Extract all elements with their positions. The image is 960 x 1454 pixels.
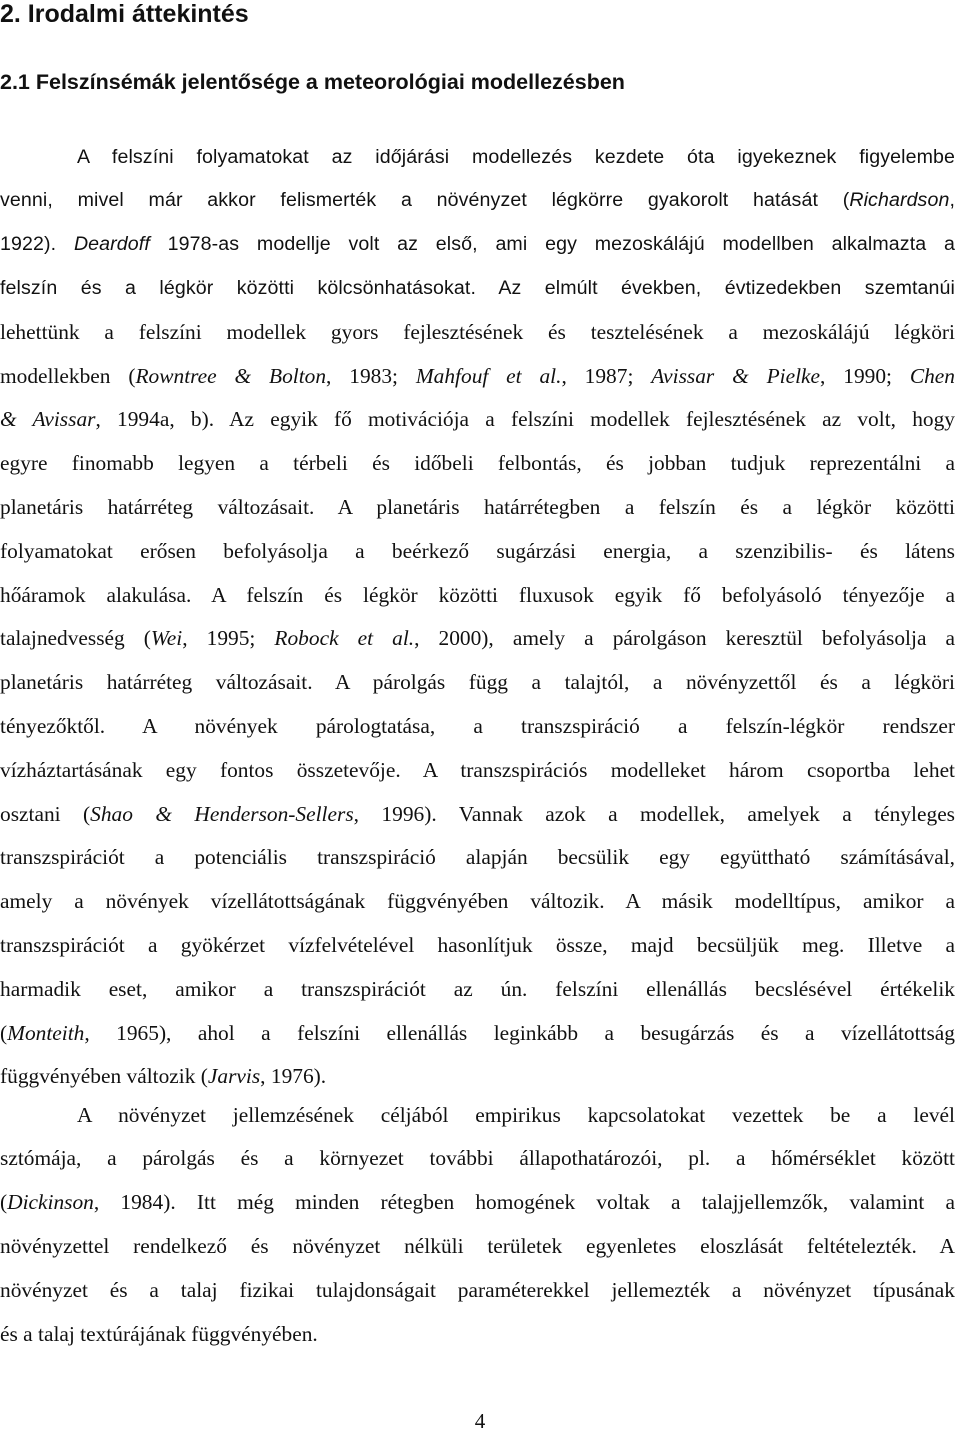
text-line bbox=[0, 1318, 955, 1350]
text-segment: transzspirációt a potenciális transzspiráció alapján becsülik egy együttható számításával, bbox=[0, 845, 955, 870]
text-segment: , bbox=[949, 189, 955, 212]
text-segment: lehettünk a felszíni modellek gyors fejlesztésének és tesztelésének a mezoskálájú légköri bbox=[0, 319, 955, 344]
text-segment: transzspirációt a gyökérzet vízfelvételével hasonlítjuk össze, majd becsüljük meg. Illetve a bbox=[0, 932, 955, 957]
citation-text: Chen bbox=[909, 363, 955, 388]
text-segment: harmadik eset, amikor a transzspirációt az ún. felszíni ellenállás becslésével értékelik bbox=[0, 976, 955, 1001]
citation-text: Monteith bbox=[7, 1020, 85, 1045]
text-line bbox=[0, 622, 955, 654]
text-line bbox=[0, 1017, 955, 1049]
text-line bbox=[0, 666, 955, 698]
text-segment: , 2000), amely a párolgáson keresztül befolyásolja a bbox=[414, 626, 955, 651]
citation-text: Mahfouf et al. bbox=[415, 363, 562, 388]
citation-text: Rowntree & Bolton bbox=[135, 363, 327, 388]
text-segment: sztómája, a párolgás és a környezet további állapothatározói, pl. a hőmérséklet között bbox=[0, 1146, 955, 1171]
text-line bbox=[0, 1230, 955, 1262]
text-line bbox=[0, 535, 955, 567]
citation-text: Shao & Henderson-Sellers bbox=[90, 801, 354, 826]
text-segment: vízháztartásának egy fontos összetevője. A transzspirációs modelleket három csoportba lehet bbox=[0, 757, 955, 782]
text-line bbox=[0, 1060, 955, 1092]
text-segment: amely a növények vízellátottságának függvényében változik. A másik modelltípus, amikor a bbox=[0, 889, 955, 914]
text-segment: A növényzet jellemzésének céljából empirikus kapcsolatokat vezettek be a levél bbox=[77, 1102, 955, 1127]
text-segment: venni, mivel már akkor felismerték a növényzet légkörre gyakorolt hatását ( bbox=[0, 189, 850, 212]
text-segment: egyre finomabb legyen a térbeli és időbeli felbontás, és jobban tudjuk reprezentálni a bbox=[0, 451, 955, 476]
text-segment: , 1984). Itt még minden rétegben homogének voltak a talajjellemzők, valamint a bbox=[93, 1190, 955, 1215]
text-line bbox=[0, 1274, 955, 1306]
text-line bbox=[0, 272, 955, 304]
text-line bbox=[0, 973, 955, 1005]
citation-text: Richardson bbox=[849, 189, 950, 212]
text-segment: planetáris határréteg változásait. A planetáris határrétegben a felszín és a légkör közötti bbox=[0, 494, 955, 519]
text-segment: növényzet és a talaj fizikai tulajdonságait paraméterekkel jellemezték a növényzet típusának bbox=[0, 1277, 955, 1302]
citation-text: Wei bbox=[150, 626, 183, 651]
text-segment: planetáris határréteg változásait. A párolgás függ a talajtól, a növényzettől és a légköri bbox=[0, 670, 955, 695]
text-line bbox=[0, 579, 955, 611]
text-line bbox=[0, 491, 955, 523]
text-segment: osztani ( bbox=[0, 801, 91, 826]
text-segment: , 1994a, b). Az egyik fő motivációja a felszíni modellek fejlesztésének az volt, hogy bbox=[95, 407, 955, 432]
text-segment: , 1990; bbox=[820, 363, 910, 388]
text-line bbox=[0, 316, 955, 348]
citation-text: & Avissar bbox=[0, 407, 96, 432]
text-line bbox=[0, 447, 955, 479]
citation-text: Dickinson bbox=[7, 1190, 94, 1215]
text-line bbox=[0, 798, 955, 830]
text-segment: , 1965), ahol a felszíni ellenállás leginkább a besugárzás és a vízellátottság bbox=[84, 1020, 955, 1045]
text-segment: talajnedvesség ( bbox=[0, 626, 151, 651]
text-segment: , 1976). bbox=[260, 1064, 327, 1089]
text-segment: hőáramok alakulása. A felszín és légkör közötti fluxusok egyik fő befolyásoló tényezője a bbox=[0, 582, 955, 607]
text-segment: , 1996). Vannak azok a modellek, amelyek a tényleges bbox=[353, 801, 956, 826]
text-segment: , 1987; bbox=[561, 363, 652, 388]
section-title: 2. Irodalmi áttekintés bbox=[0, 0, 249, 28]
text-segment: és a talaj textúrájának függvényében. bbox=[0, 1321, 318, 1346]
subsection-title: 2.1 Felszínsémák jelentősége a meteorológiai modellezésben bbox=[0, 70, 625, 94]
text-line bbox=[0, 885, 955, 917]
text-segment: modellekben ( bbox=[0, 363, 136, 388]
text-line bbox=[0, 754, 955, 786]
text-line bbox=[0, 1142, 955, 1174]
text-segment: , 1983; bbox=[326, 363, 416, 388]
citation-text: Jarvis bbox=[207, 1064, 261, 1089]
text-segment: 1978-as modellje volt az első, ami egy mezoskálájú modellben alkalmazta a bbox=[149, 233, 955, 256]
text-segment: függvényében változik ( bbox=[0, 1064, 208, 1089]
text-segment: , 1995; bbox=[182, 626, 275, 651]
text-segment: 1922). bbox=[0, 233, 74, 256]
text-segment: A felszíni folyamatokat az időjárási modellezés kezdete óta igyekeznek figyelembe bbox=[77, 145, 955, 168]
text-line bbox=[0, 403, 955, 435]
text-line bbox=[0, 184, 955, 216]
text-line bbox=[77, 141, 955, 173]
text-line bbox=[0, 929, 955, 961]
text-line bbox=[0, 841, 955, 873]
text-line bbox=[77, 1099, 955, 1131]
citation-text: Avissar & Pielke bbox=[651, 363, 821, 388]
text-segment: felszín és a légkör közötti kölcsönhatásokat. Az elmúlt években, évtizedekben szemtanúi bbox=[0, 276, 955, 299]
text-segment: ( bbox=[0, 1020, 8, 1045]
text-line bbox=[0, 360, 955, 392]
text-segment: ( bbox=[0, 1190, 8, 1215]
text-segment: növényzettel rendelkező és növényzet nélküli területek egyenletes eloszlását feltételezték. A bbox=[0, 1233, 955, 1258]
citation-text: Deardoff bbox=[73, 233, 150, 256]
citation-text: Robock et al. bbox=[274, 626, 415, 651]
text-line bbox=[0, 710, 955, 742]
text-line bbox=[0, 1186, 955, 1218]
text-segment: tényezőktől. A növények párologtatása, a transzspiráció a felszín-légkör rendszer bbox=[0, 713, 955, 738]
text-segment: folyamatokat erősen befolyásolja a beérkező sugárzási energia, a szenzibilis- és látens bbox=[0, 538, 955, 563]
page-number: 4 bbox=[474, 1409, 486, 1433]
text-line bbox=[0, 228, 955, 260]
